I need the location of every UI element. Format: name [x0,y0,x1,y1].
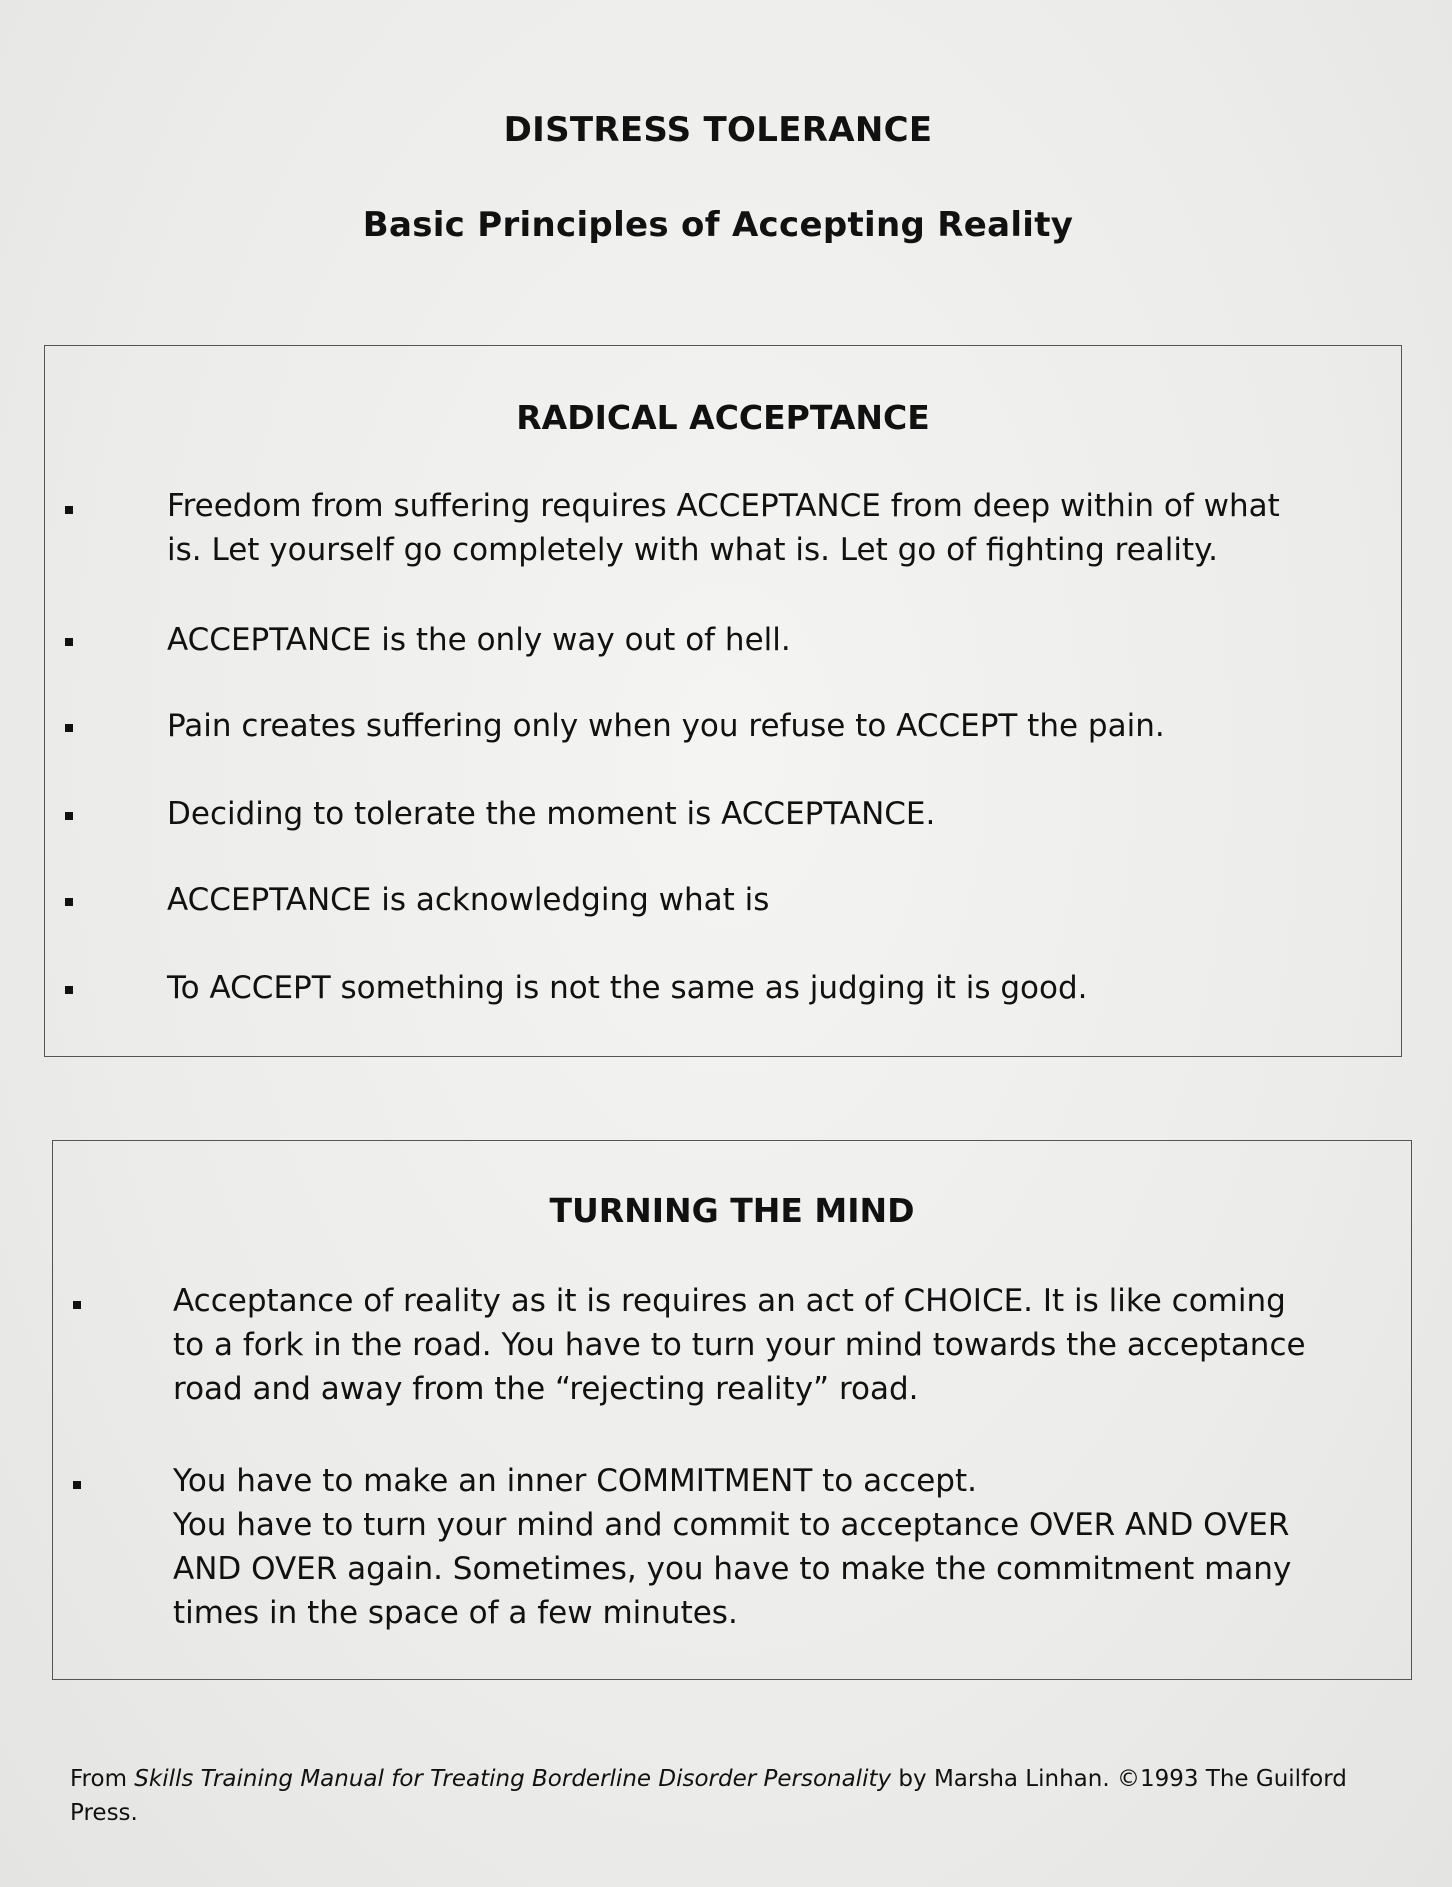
bullet-icon [73,1301,81,1309]
list-item-text: To ACCEPT something is not the same as judging it is good. [167,970,1088,1006]
radical-acceptance-heading: RADICAL ACCEPTANCE [516,398,930,437]
list-item-text: You have to make an inner COMMITMENT to accept. You have to turn your mind and commit to acceptance OVER AND OVER AND OVER again. Sometimes, you have to make the commitment many times in the space of a few minutes. [173,1463,1292,1631]
bullet-icon [73,1481,81,1489]
list-item-text: Pain creates suffering only when you refuse to ACCEPT the pain. [167,708,1165,744]
turning-the-mind-heading: TURNING THE MIND [549,1191,915,1230]
bullet-icon [65,506,73,514]
turning-the-mind-box [52,1140,1412,1680]
citation-line2: Press. [70,1800,138,1826]
radical-acceptance-box [44,345,1402,1057]
list-item-text: ACCEPTANCE is the only way out of hell. [167,622,791,658]
document-subtitle: Basic Principles of Accepting Reality [362,205,1074,245]
bullet-icon [65,724,73,732]
list-item-text: Freedom from suffering requires ACCEPTANCE from deep within of what is. Let yourself go completely with what is. Let go of fighting reality. [167,488,1280,568]
list-item-text: Deciding to tolerate the moment is ACCEPTANCE. [167,796,936,832]
citation-suffix: by Marsha Linhan. ©1993 The Guilford [891,1766,1347,1792]
list-item-text: ACCEPTANCE is acknowledging what is [167,882,770,918]
citation-book-title: Skills Training Manual for Treating Borderline Disorder Personality [134,1766,892,1792]
bullet-icon [65,812,73,820]
document-title: DISTRESS TOLERANCE [503,110,933,150]
source-citation [70,1762,1370,1830]
bullet-icon [65,986,73,994]
list-item-text: Acceptance of reality as it is requires an act of CHOICE. It is like coming to a fork in the road. You have to turn your mind towards the acceptance road and away from the “rejecting reality” road. [173,1283,1306,1407]
bullet-icon [65,898,73,906]
citation-prefix: From [70,1766,135,1792]
bullet-icon [65,638,73,646]
